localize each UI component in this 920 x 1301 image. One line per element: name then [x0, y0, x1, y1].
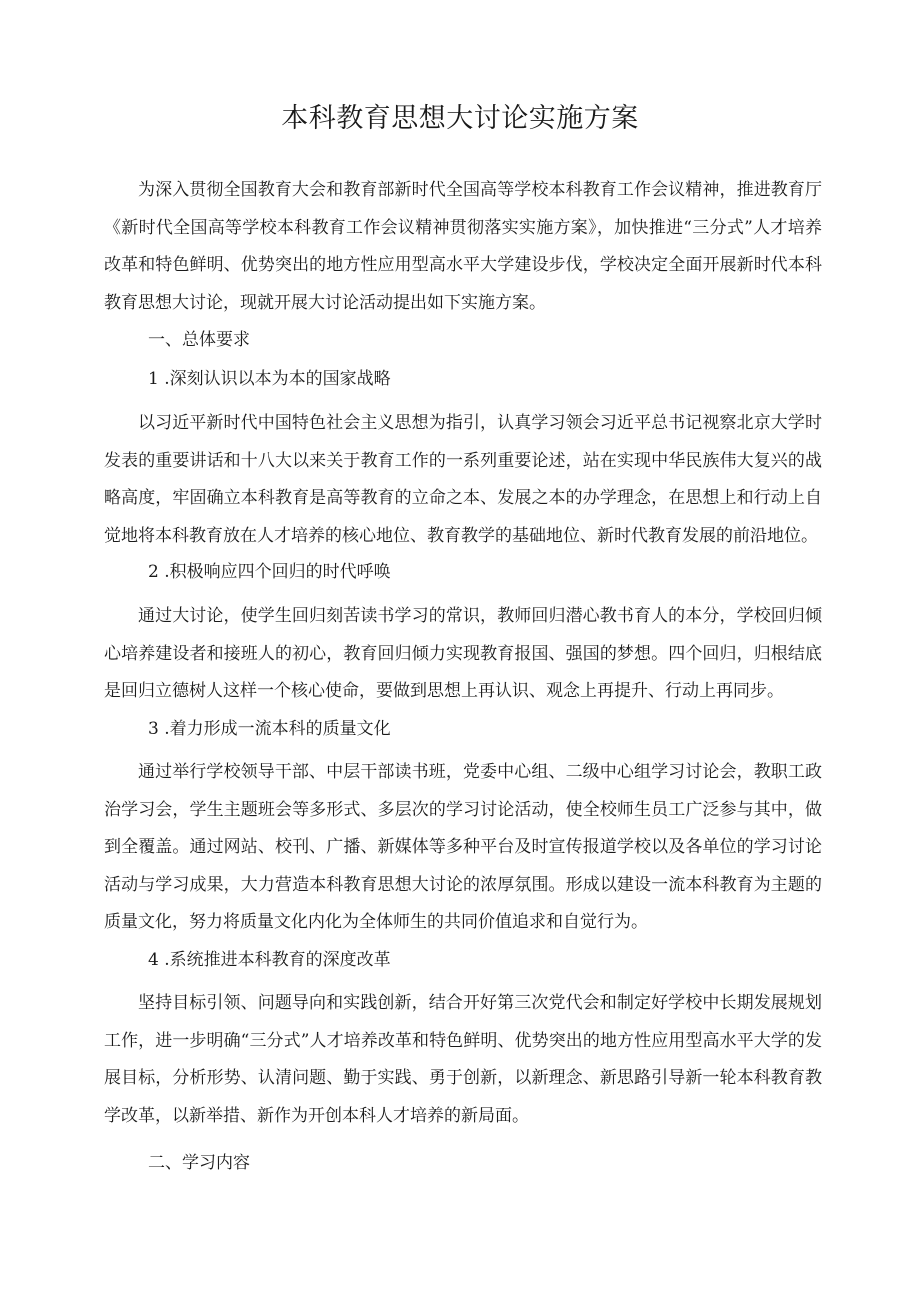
subsection-body-1: 以习近平新时代中国特色社会主义思想为指引，认真学习领会习近平总书记视察北京大学时发表的重要讲话和十八大以来关于教育工作的一系列重要论述，站在实现中华民族伟大复兴的战略高度，牢固确立本科教育是高等教育的立命之本、发展之本的办学理念，在思想上和行动上自觉地将本科教育放在人才培养的核心地位、教育教学的基础地位、新时代教育发展的前沿地位。 — [104, 413, 822, 546]
subsection-body-4: 坚持目标引领、问题导向和实践创新，结合开好第三次党代会和制定好学校中长期发展规划工作，进一步明确“三分式”人才培养改革和特色鲜明、优势突出的地方性应用型高水平大学的发展目标，分析形势、认清问题、勤于实践、勇于创新，以新理念、新思路引导新一轮本科教育教学改革，以新举措、新作为开创本科人才培养的新局面。 — [104, 993, 822, 1126]
intro-paragraph: 为深入贯彻全国教育大会和教育部新时代全国高等学校本科教育工作会议精神，推进教育厅《新时代全国高等学校本科教育工作会议精神贯彻落实实施方案》，加快推进“三分式”人才培养改革和特色鲜明、优势突出的地方性应用型高水平大学建设步伐，学校决定全面开展新时代本科教育思想大讨论，现就开展大讨论活动提出如下实施方案。 — [104, 180, 822, 313]
subsection-heading-1: 1 .深刻认识以本为本的国家战略 — [148, 369, 391, 389]
subsection-body-3: 通过举行学校领导干部、中层干部读书班，党委中心组、二级中心组学习讨论会，教职工政治学习会，学生主题班会等多形式、多层次的学习讨论活动，使全校师生员工广泛参与其中，做到全覆盖。通过网站、校刊、广播、新媒体等多种平台及时宣传报道学校以及各单位的学习讨论活动与学习成果，大力营造本科教育思想大讨论的浓厚氛围。形成以建设一流本科教育为主题的质量文化，努力将质量文化内化为全体师生的共同价值追求和自觉行为。 — [104, 762, 822, 932]
subsection-heading-2: 2 .积极响应四个回归的时代呼唤 — [148, 562, 391, 582]
document-title: 本科教育思想大讨论实施方案 — [281, 103, 639, 134]
section-heading-study-content: 二、学习内容 — [148, 1153, 250, 1173]
subsection-body-2: 通过大讨论，使学生回归刻苦读书学习的常识，教师回归潜心教书育人的本分，学校回归倾心培养建设者和接班人的初心，教育回归倾力实现教育报国、强国的梦想。四个回归，归根结底是回归立德树人这样一个核心使命，要做到思想上再认识、观念上再提升、行动上再同步。 — [104, 606, 822, 701]
subsection-heading-3: 3 .着力形成一流本科的质量文化 — [148, 719, 391, 739]
subsection-heading-4: 4 .系统推进本科教育的深度改革 — [148, 950, 391, 970]
section-heading-general-requirements: 一、总体要求 — [148, 330, 250, 350]
